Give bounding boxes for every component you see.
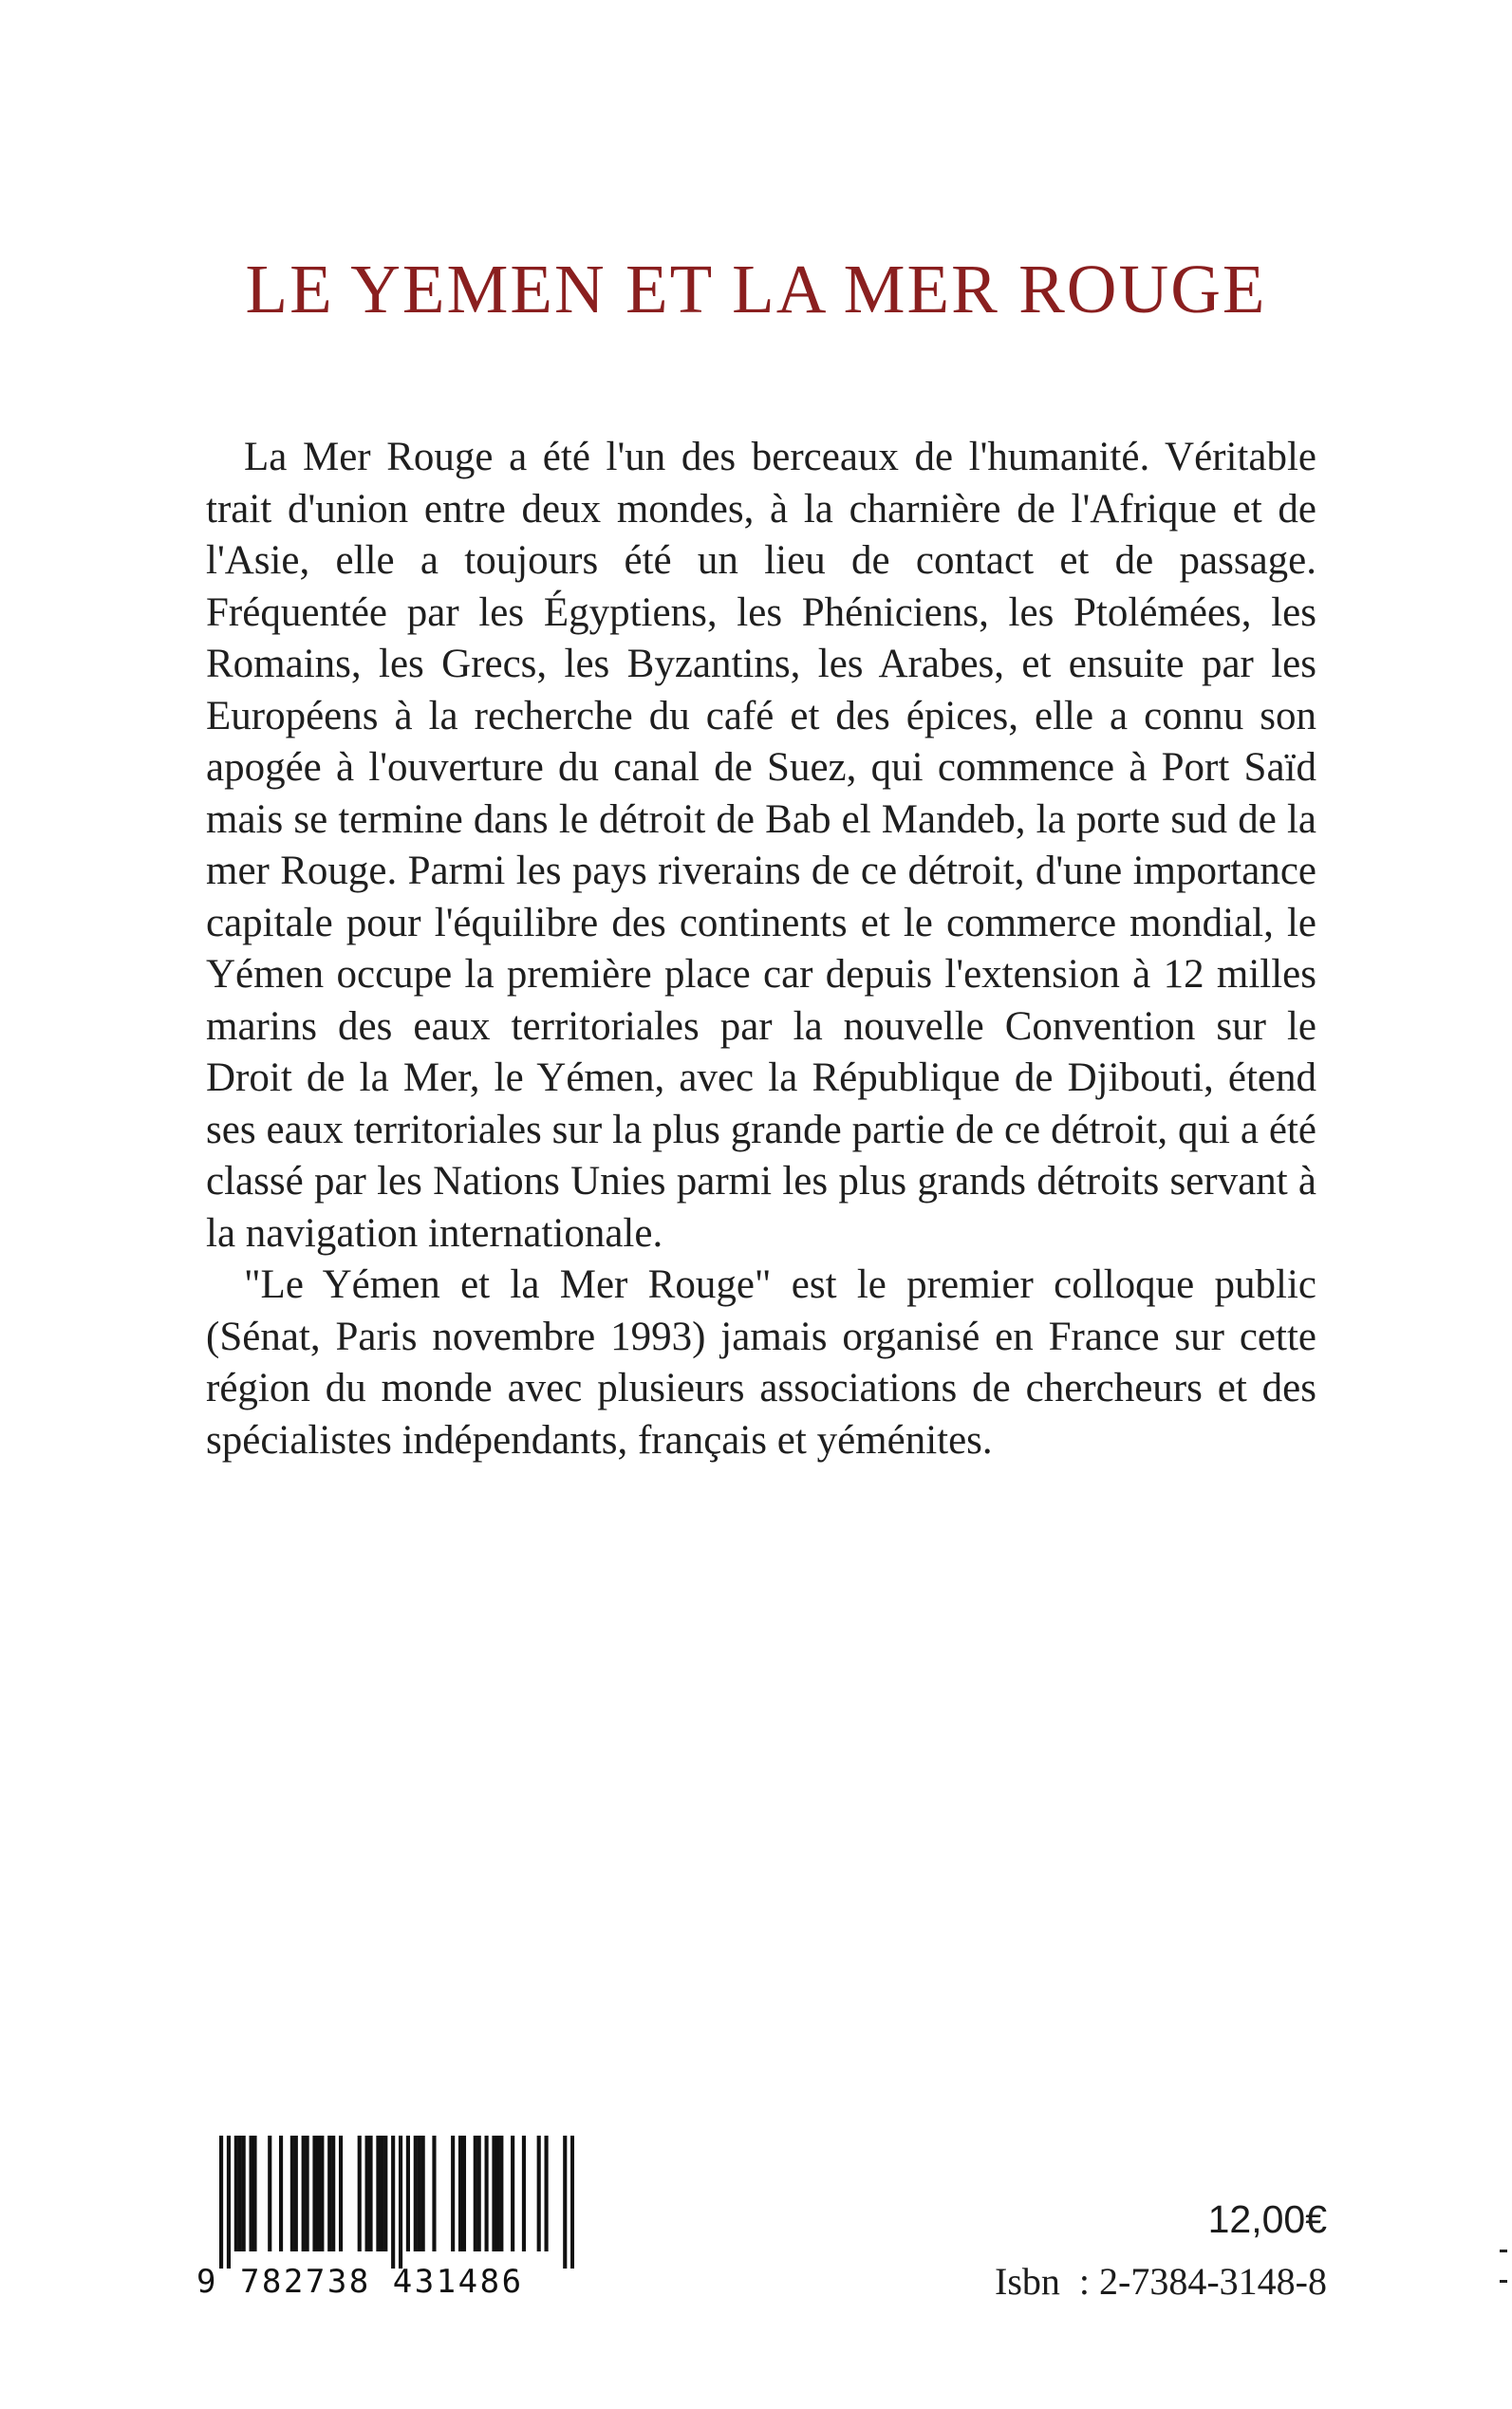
barcode	[196, 2136, 574, 2305]
barcode-bar	[252, 2136, 256, 2251]
barcode-bar	[545, 2136, 549, 2251]
blurb-paragraph-1: La Mer Rouge a été l'un des berceaux de l'humanité. Véritable trait d'union entre deux mondes, à la charnière de l'Afrique et de l'Asie, elle a toujours été un lieu de contact et de passage. Fréquentée par les Égyptiens, les Phéniciens, les Ptolémées, les Romains, les Grecs, les Byzantins, les Arabes, et ensuite par les Européens à la recherche du café et des épices, elle a connu son apogée à l'ouverture du canal de Suez, qui commence à Port Saïd mais se termine dans le détroit de Bab el Mandeb, la porte sud de la mer Rouge. Parmi les pays riverains de ce détroit, d'une importance capitale pour l'équilibre des continents et le commerce mondial, le Yémen occupe la première place car depuis l'extension à 12 milles marins des eaux territoriales par la nouvelle Convention sur le Droit de la Mer, le Yémen, avec la République de Djibouti, étend ses eaux territoriales sur la plus grande partie de ce détroit, qui a été classé par les Nations Unies parmi les plus grands détroits servant à la navigation internationale.	[206, 435, 1316, 1256]
barcode-bar	[376, 2136, 380, 2251]
barcode-bar	[368, 2136, 372, 2251]
barcode-bar	[302, 2136, 306, 2251]
barcode-bar	[279, 2136, 283, 2251]
barcode-bar	[477, 2136, 481, 2251]
book-title: LE YEMEN ET LA MER ROUGE	[245, 251, 1267, 327]
barcode-bar	[290, 2136, 294, 2251]
barcode-bars-icon	[196, 2136, 574, 2269]
barcode-bar	[563, 2136, 567, 2269]
barcode-bar	[268, 2136, 271, 2251]
isbn: Isbn : 2-7384-3148-8	[995, 2260, 1327, 2303]
barcode-bar	[294, 2136, 298, 2251]
barcode-bar	[380, 2136, 383, 2251]
barcode-bar	[391, 2136, 395, 2269]
barcode-bar	[238, 2136, 242, 2251]
barcode-bar	[418, 2136, 421, 2251]
barcode-bar	[458, 2136, 462, 2251]
barcode-bar	[511, 2136, 514, 2251]
barcode-bar	[421, 2136, 425, 2251]
barcode-bar	[495, 2136, 499, 2251]
barcode-bar	[451, 2136, 455, 2251]
barcode-bar	[537, 2136, 541, 2251]
barcode-bar	[570, 2136, 574, 2269]
barcode-bar	[234, 2136, 238, 2251]
barcode-bar	[474, 2136, 477, 2251]
barcode-bar	[306, 2136, 309, 2251]
barcode-bar	[432, 2136, 436, 2251]
edge-mark	[1500, 2280, 1507, 2283]
barcode-bar	[312, 2136, 316, 2251]
barcode-bar	[242, 2136, 246, 2251]
edge-mark	[1500, 2250, 1507, 2252]
barcode-bar	[522, 2136, 526, 2251]
blurb-paragraph-2: "Le Yémen et la Mer Rouge" est le premier colloque public (Sénat, Paris novembre 1993) jamais organisé en France sur cette région du monde avec plusieurs associations de chercheurs et des spécialistes indépendants, français et yéménites.	[206, 1262, 1316, 1463]
price: 12,00€	[1207, 2197, 1327, 2241]
barcode-bar	[219, 2136, 223, 2269]
barcode-bar	[227, 2136, 231, 2269]
barcode-bar	[365, 2136, 369, 2251]
barcode-bar	[320, 2136, 324, 2251]
barcode-bar	[358, 2136, 362, 2251]
barcode-digits: 9 782738 431486	[196, 2263, 524, 2301]
blurb	[206, 432, 1316, 1466]
barcode-bar	[399, 2136, 402, 2269]
barcode-bar	[414, 2136, 418, 2251]
barcode-bar	[316, 2136, 320, 2251]
barcode-bar	[327, 2136, 331, 2251]
barcode-bar	[339, 2136, 343, 2251]
barcode-bar	[499, 2136, 503, 2251]
barcode-bar	[485, 2136, 489, 2251]
barcode-bar	[462, 2136, 466, 2251]
barcode-bar	[406, 2136, 410, 2251]
barcode-bar	[249, 2136, 252, 2251]
barcode-bar	[383, 2136, 387, 2251]
barcode-bar	[492, 2136, 495, 2251]
barcode-bar	[331, 2136, 335, 2251]
